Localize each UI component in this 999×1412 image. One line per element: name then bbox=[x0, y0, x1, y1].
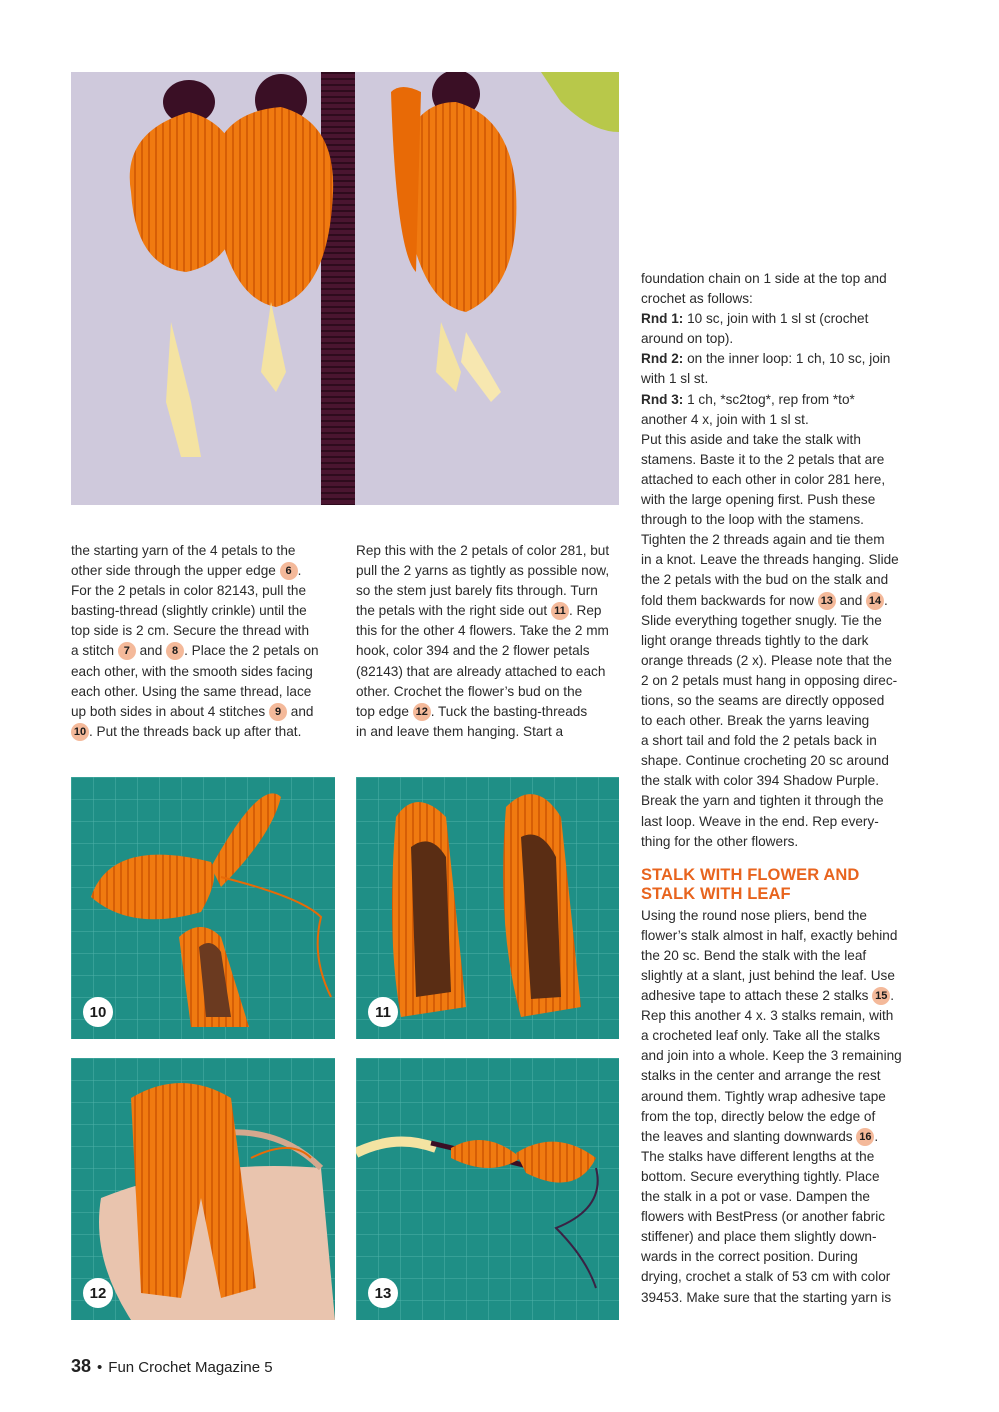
step-number-label: 11 bbox=[368, 997, 398, 1027]
section-heading-line-2: STALK WITH LEAF bbox=[641, 884, 791, 903]
text-line: flowers with BestPress (or another fabric bbox=[641, 1209, 886, 1225]
text-column-2 bbox=[356, 541, 626, 742]
text-line: fold them backwards for now 13 and 14 . bbox=[641, 592, 888, 608]
text-column-3 bbox=[641, 269, 921, 1308]
text-line: Tighten the 2 threads again and tie them bbox=[641, 532, 885, 548]
text-line: Rnd 2: on the inner loop: 1 ch, 10 sc, join bbox=[641, 351, 891, 367]
step-number-label: 10 bbox=[83, 997, 113, 1027]
text-line: light orange threads tightly to the dark bbox=[641, 632, 869, 648]
round-label: Rnd 1: bbox=[641, 311, 684, 327]
text-line: the 2 petals with the bud on the stalk and bbox=[641, 572, 889, 588]
text-line: Put this aside and take the stalk with bbox=[641, 431, 861, 447]
text-line: with 1 sl st. bbox=[641, 371, 709, 387]
text-line: stiffener) and place them slightly down- bbox=[641, 1229, 877, 1245]
text-line: pull the 2 yarns as tightly as possible now, bbox=[356, 563, 610, 579]
text-line: in a knot. Leave the threads hanging. Slide bbox=[641, 552, 899, 568]
text-line: stalks in the center and arrange the rest bbox=[641, 1068, 881, 1084]
text-line: with the large opening first. Push these bbox=[641, 492, 876, 508]
step-reference-badge: 7 bbox=[118, 642, 136, 660]
text-line: the stalk in a pot or vase. Dampen the bbox=[641, 1189, 870, 1205]
text-line: top side is 2 cm. Secure the thread with bbox=[71, 623, 310, 639]
round-label: Rnd 3: bbox=[641, 391, 684, 407]
text-line: in and leave them hanging. Start a bbox=[356, 723, 564, 739]
text-line: another 4 x, join with 1 sl st. bbox=[641, 411, 809, 427]
text-line: adhesive tape to attach these 2 stalks 15 . bbox=[641, 988, 895, 1004]
text-line: drying, crochet a stalk of 53 cm with color bbox=[641, 1269, 891, 1285]
page-footer bbox=[71, 1356, 273, 1377]
text-line: the leaves and slanting downwards 16 . bbox=[641, 1128, 879, 1144]
text-line: stamens. Baste it to the 2 petals that are bbox=[641, 451, 885, 467]
text-line: around on top). bbox=[641, 331, 734, 347]
magazine-title: Fun Crochet Magazine 5 bbox=[108, 1359, 273, 1376]
text-line: a stitch 7 and 8 . Place the 2 petals on bbox=[71, 643, 319, 659]
text-line: top edge 12 . Tuck the basting-threads bbox=[356, 703, 588, 719]
text-line: the 20 sc. Bend the stalk with the leaf bbox=[641, 947, 867, 963]
text-line: 10 . Put the threads back up after that. bbox=[71, 722, 341, 742]
text-line: a crocheted leaf only. Take all the stalks bbox=[641, 1028, 881, 1044]
step-reference-badge: 15 bbox=[872, 987, 890, 1005]
step-reference-badge: 6 bbox=[280, 562, 298, 580]
text-line: from the top, directly below the edge of bbox=[641, 1108, 876, 1124]
step-reference-badge: 13 bbox=[818, 592, 836, 610]
text-line: so the stem just barely fits through. Turn bbox=[356, 583, 598, 599]
text-line: (82143) that are already attached to each bbox=[356, 663, 606, 679]
text-line: to each other. Break the yarns leaving bbox=[641, 713, 870, 729]
text-line: crochet as follows: bbox=[641, 291, 753, 307]
text-line: Using the round nose pliers, bend the bbox=[641, 907, 867, 923]
text-line: Rep this another 4 x. 3 stalks remain, with bbox=[641, 1008, 894, 1024]
step-reference-badge: 16 bbox=[856, 1128, 874, 1146]
text-line: foundation chain on 1 side at the top and bbox=[641, 271, 887, 286]
text-line: wards in the correct position. During bbox=[641, 1249, 858, 1265]
text-line: basting-thread (slightly crinkle) until the bbox=[71, 603, 307, 619]
step-photo-11 bbox=[356, 777, 619, 1039]
text-line: slightly at a slant, just behind the leaf. Use bbox=[641, 968, 895, 983]
step-reference-badge: 12 bbox=[413, 703, 431, 721]
step-reference-badge: 9 bbox=[269, 703, 287, 721]
footer-separator: • bbox=[97, 1359, 103, 1376]
page-number: 38 bbox=[71, 1356, 92, 1376]
step-number-label: 13 bbox=[368, 1278, 398, 1308]
step-reference-badge: 8 bbox=[166, 642, 184, 660]
text-column-1 bbox=[71, 541, 341, 742]
round-label: Rnd 2: bbox=[641, 351, 684, 367]
text-line: other. Crochet the flower’s bud on the bbox=[356, 683, 583, 699]
section-heading-line-1: STALK WITH FLOWER AND bbox=[641, 865, 860, 884]
text-line: around them. Tightly wrap adhesive tape bbox=[641, 1088, 886, 1104]
text-line: Rnd 3: 1 ch, *sc2tog*, rep from *to* bbox=[641, 391, 855, 407]
text-line: orange threads (2 x). Please note that the bbox=[641, 652, 892, 668]
text-line: Break the yarn and tighten it through the bbox=[641, 793, 884, 809]
text-line: a short tail and fold the 2 petals back in bbox=[641, 733, 877, 749]
text-line: hook, color 394 and the 2 flower petals bbox=[356, 643, 590, 659]
step-photo-12 bbox=[71, 1058, 335, 1320]
text-line: the stalk with color 394 Shadow Purple. bbox=[641, 773, 880, 789]
text-line: flower’s stalk almost in half, exactly behind bbox=[641, 927, 898, 943]
text-line: 2 on 2 petals must hang in opposing direc- bbox=[641, 672, 898, 688]
step-number-label: 12 bbox=[83, 1278, 113, 1308]
step-reference-badge: 14 bbox=[866, 592, 884, 610]
text-line: through to the loop with the stamens. bbox=[641, 512, 864, 528]
text-line: Rnd 1: 10 sc, join with 1 sl st (crochet bbox=[641, 311, 869, 327]
text-line: the starting yarn of the 4 petals to the bbox=[71, 543, 296, 558]
text-line: shape. Continue crocheting 20 sc around bbox=[641, 753, 889, 769]
hero-photo bbox=[71, 72, 619, 505]
step-photo-10 bbox=[71, 777, 335, 1039]
text-line: other side through the upper edge 6 . bbox=[71, 563, 302, 579]
text-line: Rep this with the 2 petals of color 281, but bbox=[356, 543, 610, 558]
text-line: bottom. Secure everything tightly. Place bbox=[641, 1168, 880, 1184]
text-line: last loop. Weave in the end. Rep every- bbox=[641, 813, 879, 829]
text-line: each other, with the smooth sides facing bbox=[71, 663, 313, 679]
text-line: 39453. Make sure that the starting yarn is bbox=[641, 1289, 892, 1305]
text-line: the petals with the right side out 11 . Rep bbox=[356, 603, 602, 619]
section-heading bbox=[641, 866, 921, 904]
text-line: up both sides in about 4 stitches 9 and bbox=[71, 703, 314, 719]
step-photo-13 bbox=[356, 1058, 619, 1320]
text-line: this for the other 4 flowers. Take the 2 mm bbox=[356, 623, 609, 639]
text-line: tions, so the seams are directly opposed bbox=[641, 692, 885, 708]
step-reference-badge: 11 bbox=[551, 602, 569, 620]
text-line: each other. Using the same thread, lace bbox=[71, 683, 312, 699]
text-line: Slide everything together snugly. Tie the bbox=[641, 612, 882, 628]
text-line: The stalks have different lengths at the bbox=[641, 1148, 875, 1164]
text-line: thing for the other flowers. bbox=[641, 833, 799, 849]
text-line: For the 2 petals in color 82143, pull the bbox=[71, 583, 307, 599]
step-reference-badge: 10 bbox=[71, 723, 89, 741]
text-line: and join into a whole. Keep the 3 remaining bbox=[641, 1048, 902, 1064]
text-line: attached to each other in color 281 here, bbox=[641, 471, 886, 487]
